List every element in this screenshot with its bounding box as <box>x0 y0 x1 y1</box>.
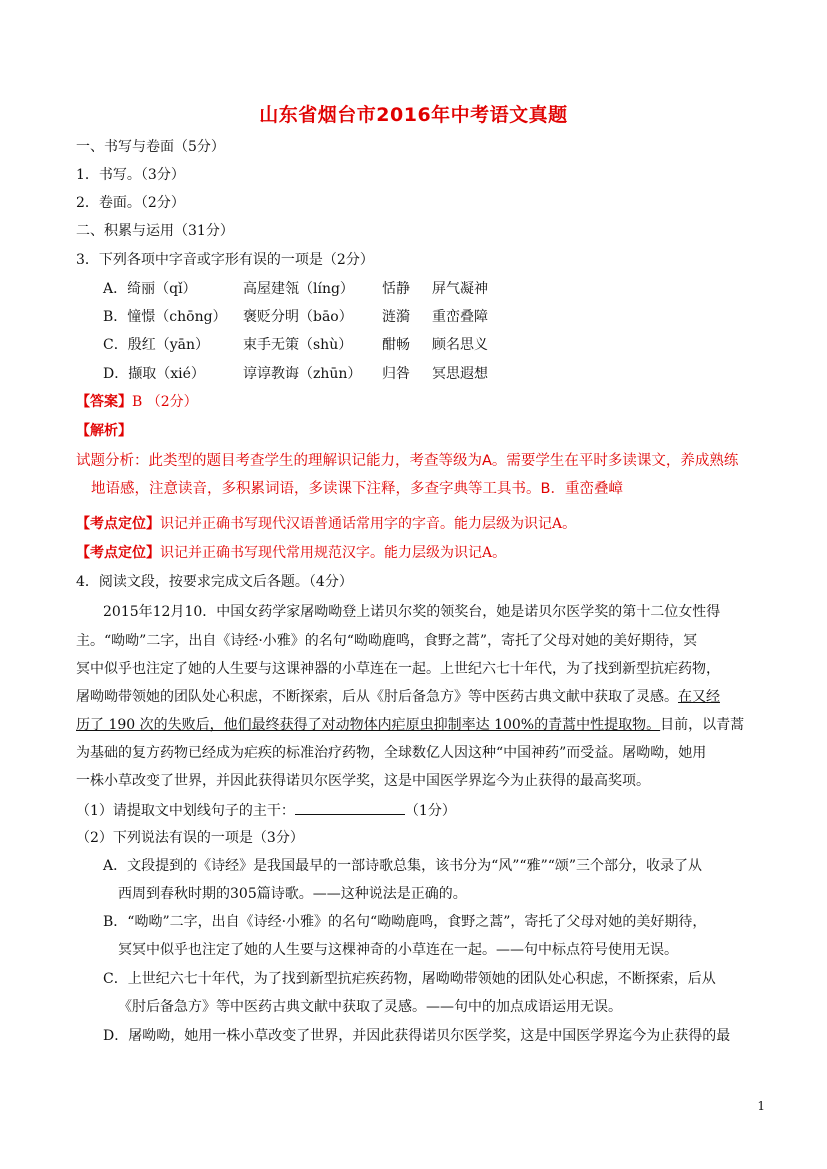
passage-line-1: 2015年12月10．中国女药学家屠呦呦登上诺贝尔奖的领奖台，她是诺贝尔医学奖的第十二位女性得 <box>103 604 721 620</box>
question-4-stem: 4．阅读文段，按要求完成文后各题。（4分） <box>76 574 353 590</box>
underlined-sentence-start: 在又经 <box>678 689 720 705</box>
passage-line-4 <box>76 687 720 707</box>
option-c-col4: 顾名思义 <box>432 337 488 353</box>
choice-b-line-1: B．“呦呦”二字，出自《诗经·小雅》的名句“呦呦鹿鸣，食野之蒿”，寄托了父母对她的美好期待， <box>103 914 707 930</box>
answer-text: B （2分） <box>132 394 198 410</box>
sub-question-2: （2）下列说法有误的一项是（3分） <box>76 830 304 846</box>
option-b-col3: 涟漪 <box>382 309 410 325</box>
page-number: 1 <box>757 1099 765 1113</box>
choice-d-line-1: D．屠呦呦，她用一株小草改变了世界，并因此获得诺贝尔医学奖，这是中国医学界迄今为止获得的最 <box>103 1028 731 1044</box>
section-heading-1: 一、书写与卷面（5分） <box>76 139 225 155</box>
kp1-label: 【考点定位】 <box>76 516 160 532</box>
option-a-col4: 屏气凝神 <box>432 281 488 297</box>
option-c-col2: 束手无策（shù） <box>243 337 353 353</box>
sub-question-1-score: （1分） <box>404 803 456 819</box>
option-a-col1: A．绮丽（qǐ） <box>103 281 197 297</box>
choice-c-line-2: 《肘后备急方》等中医药古典文献中获取了灵感。——句中的加点成语运用无误。 <box>118 999 622 1015</box>
option-d-col3: 归咎 <box>382 366 410 382</box>
answer-blank[interactable] <box>295 800 405 815</box>
option-d-col2: 谆谆教诲（zhūn） <box>243 366 362 382</box>
sub-question-1 <box>76 800 456 821</box>
choice-b-line-2: 冥冥中似乎也注定了她的人生要与这棵神奇的小草连在一起。——句中标点符号使用无误。 <box>118 942 678 958</box>
kp1-text: 识记并正确书写现代汉语普通话常用字的字音。能力层级为识记A。 <box>160 516 577 532</box>
option-d-col1: D．撷取（xié） <box>103 366 205 382</box>
answer-label: 【答案】 <box>76 394 132 410</box>
kp2-text: 识记并正确书写现代常用规范汉字。能力层级为识记A。 <box>160 545 507 561</box>
passage-line-2: 主。“呦呦”二字，出自《诗经·小雅》的名句“呦呦鹿鸣，食野之蒿”，寄托了父母对她的美好期待，冥 <box>76 633 698 649</box>
choice-a-line-1: A．文段提到的《诗经》是我国最早的一部诗歌总集，该书分为“风”“雅”“颂”三个部分，收录了从 <box>103 858 703 874</box>
passage-line-7: 一株小草改变了世界，并因此获得诺贝尔医学奖，这是中国医学界迄今为止获得的最高奖项。 <box>76 773 650 789</box>
answer-line <box>76 392 198 412</box>
analysis-label: 【解析】 <box>76 423 132 439</box>
passage-line-6: 为基础的复方药物已经成为疟疾的标准治疗药物，全球数亿人因这种“中国神药”而受益。屠呦呦，她用 <box>76 745 707 761</box>
question-3-stem: 3．下列各项中字音或字形有误的一项是（2分） <box>76 252 374 268</box>
knowledge-point-2 <box>76 543 506 563</box>
option-c-col3: 酣畅 <box>382 337 410 353</box>
analysis-line-2: 地语感，注意读音，多积累词语，多读课下注释，多查字典等工具书。B．重峦叠嶂 <box>91 481 623 497</box>
page-title: 山东省烟台市2016年中考语文真题 <box>259 104 568 126</box>
item-neatness: 2．卷面。（2分） <box>76 195 185 211</box>
analysis-line-1: 试题分析：此类型的题目考查学生的理解识记能力，考查等级为A。需要学生在平时多读课文，养成熟练 <box>76 453 739 469</box>
option-a-col3: 恬静 <box>382 281 410 297</box>
passage-line-5-text: 目前，以青蒿 <box>660 717 745 733</box>
option-c-col1: C．殷红（yān） <box>103 337 209 353</box>
section-heading-2: 二、积累与运用（31分） <box>76 223 234 239</box>
knowledge-point-1 <box>76 514 576 534</box>
option-a-col2: 高屋建瓴（líng） <box>243 281 354 297</box>
item-writing: 1．书写。（3分） <box>76 167 185 183</box>
sub-question-1-text: （1）请提取文中划线句子的主干： <box>76 803 295 819</box>
choice-c-line-1: C．上世纪六七十年代，为了找到新型抗疟疾药物，屠呦呦带领她的团队处心积虑，不断探索，后从 <box>103 971 716 987</box>
option-d-col4: 冥思遐想 <box>432 366 488 382</box>
kp2-label: 【考点定位】 <box>76 545 160 561</box>
underlined-sentence-end: 历了 190 次的失败后，他们最终获得了对动物体内疟原虫抑制率达 100%的青蒿中性提取物。 <box>76 717 661 733</box>
option-b-col4: 重峦叠障 <box>432 309 488 325</box>
choice-a-line-2: 西周到春秋时期的305篇诗歌。——这种说法是正确的。 <box>118 886 467 902</box>
option-b-col1: B．憧憬（chōng） <box>103 309 227 325</box>
option-b-col2: 褒贬分明（bāo） <box>243 309 353 325</box>
passage-line-5 <box>76 715 744 735</box>
passage-line-4-text: 屠呦呦带领她的团队处心积虑，不断探索，后从《肘后备急方》等中医药古典文献中获取了灵感。 <box>76 689 678 705</box>
passage-line-3: 冥中似乎也注定了她的人生要与这课神器的小草连在一起。上世纪六七十年代，为了找到新型抗疟药物， <box>76 661 720 677</box>
